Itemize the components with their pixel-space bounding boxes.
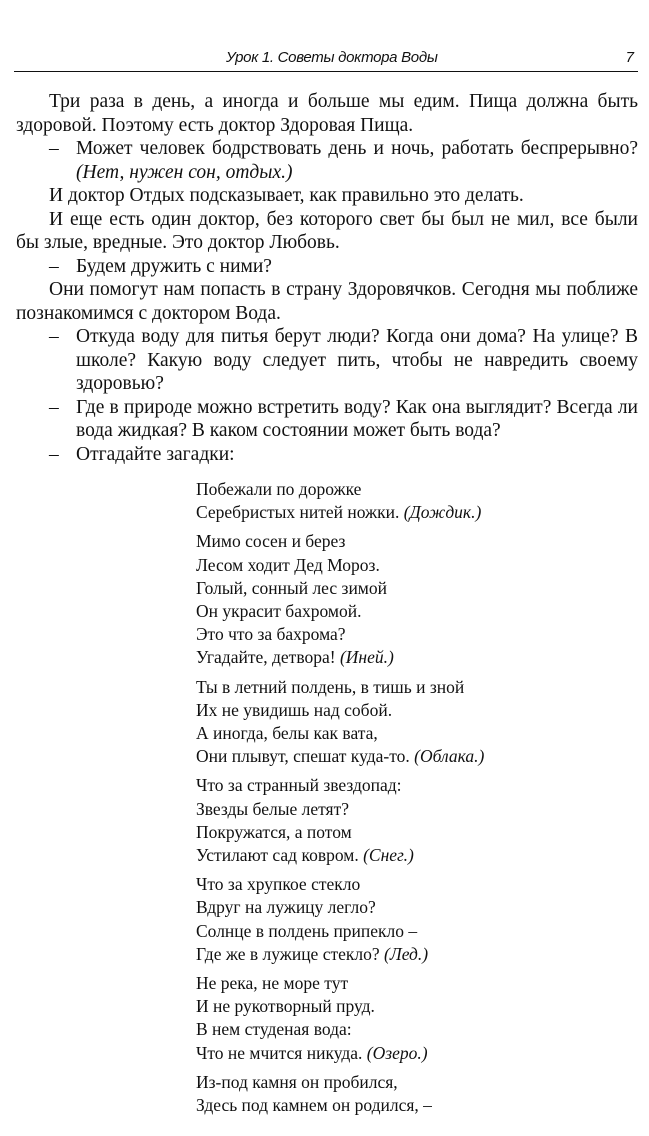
dash-mark: – bbox=[49, 255, 59, 277]
riddle-clouds: Ты в летний полдень, в тишь и зной Их не увидишь над собой. А иногда, белы как вата, Они плывут, спешат куда-то. (Облака.) bbox=[196, 676, 485, 767]
paragraph: И доктор Отдых подсказывает, как правильно это делать. bbox=[49, 185, 524, 206]
riddle-answer: (Иней.) bbox=[339, 647, 394, 668]
dialogue-line: – Отгадайте загадки: bbox=[49, 443, 235, 465]
riddle-answer: (Облака.) bbox=[414, 746, 485, 767]
chapter-title: Урок 1. Советы доктора Воды bbox=[226, 49, 438, 66]
paragraph: И еще есть один доктор, без которого свет бы был не мил, все были бы злые, вредные. Это доктор Любовь. bbox=[16, 208, 638, 253]
riddle-ice: Что за хрупкое стекло Вдруг на лужицу легло? Солнце в полдень припекло – Где же в лужице стекло? (Лед.) bbox=[196, 874, 429, 964]
riddle-snow: Что за странный звездопад: Звезды белые летят? Покружатся, а потом Устилают сад ковром. (Снег.) bbox=[196, 775, 414, 866]
riddle-answer: (Озеро.) bbox=[366, 1042, 428, 1063]
riddle-spring: Из-под камня он пробился, Здесь под камнем он родился, – bbox=[196, 1071, 432, 1116]
answer-text: (Нет, нужен сон, отдых.) bbox=[76, 161, 293, 183]
dialogue-line: – Где в природе можно встретить воду? Как она выглядит? Всегда ли вода жидкая? В каком состоянии может быть вода? bbox=[49, 396, 638, 441]
dash-mark: – bbox=[49, 138, 59, 159]
paragraph: Они помогут нам попасть в страну Здоровячков. Сегодня мы поближе познакомимся с доктором Вода. bbox=[16, 279, 638, 324]
riddle-answer: (Снег.) bbox=[363, 845, 414, 866]
dash-mark: – bbox=[49, 326, 59, 347]
riddle-answer: (Дождик.) bbox=[403, 502, 482, 523]
riddle-rain: Побежали по дорожке Серебристых нитей ножки. (Дождик.) bbox=[196, 479, 482, 523]
dash-mark: – bbox=[49, 443, 59, 465]
riddle-answer: (Лед.) bbox=[384, 943, 429, 964]
dialogue-line: – Может человек бодрствовать день и ночь, работать беспрерывно? (Нет, нужен сон, отдых.) bbox=[49, 138, 638, 183]
running-header bbox=[14, 49, 638, 72]
paragraph: Три раза в день, а иногда и больше мы едим. Пища должна быть здоровой. Поэтому есть доктор Здоровая Пища. bbox=[16, 91, 638, 136]
page-number: 7 bbox=[625, 49, 634, 66]
dialogue-line: – Откуда воду для питья берут люди? Когда они дома? На улице? В школе? Какую воду следует пить, чтобы не навредить своему здоровью? bbox=[49, 326, 638, 394]
dash-mark: – bbox=[49, 396, 59, 418]
riddle-frost: Мимо сосен и берез Лесом ходит Дед Мороз. Голый, сонный лес зимой Он украсит бахромой. Это что за бахрома? Угадайте, детвора! (Иней.) bbox=[196, 531, 394, 668]
riddles-block bbox=[196, 478, 616, 1123]
dialogue-line: – Будем дружить с ними? bbox=[49, 255, 272, 277]
body-text bbox=[16, 90, 638, 466]
riddle-lake: Не река, не море тут И не рукотворный пруд. В нем студеная вода: Что не мчится никуда. (Озеро.) bbox=[196, 973, 428, 1063]
